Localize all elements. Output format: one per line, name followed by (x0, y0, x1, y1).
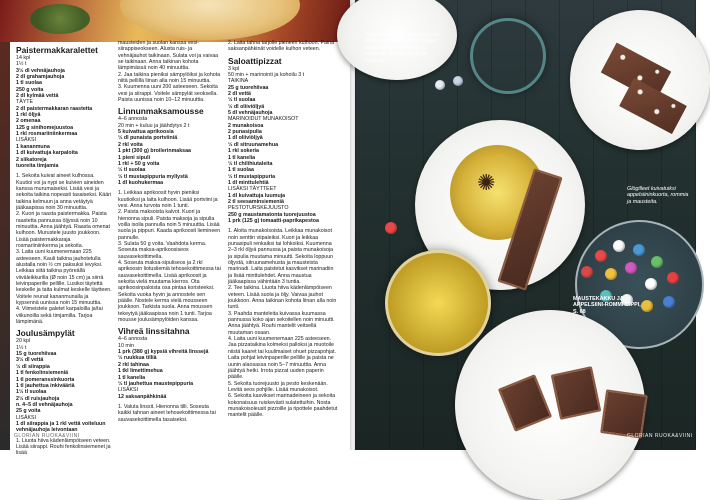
ingredient-list (16, 351, 112, 414)
ingredient: 1 dl siirappia ja 1 rkl vettä voiteluun (16, 420, 106, 427)
ingredient: ½ tl suolaa (118, 167, 146, 174)
ingredient: 1 tl suolaa (16, 80, 42, 87)
ingredient: 1 tl pomeranssinkuorta (16, 376, 75, 383)
ingredient: 1 dl kuohukermaa (118, 179, 164, 186)
recipe-column-2 (118, 40, 222, 423)
glass-bowl (470, 18, 546, 94)
ingredient-list (228, 85, 338, 117)
method-step: mausteiden ja suolan kanssa vesi-siirappiseokseen. Alusta ruis- ja vehnäjauhot taikinaan. Sulata voi ja vaivaa se taikinaan. Anna taikinan kohota lämpimässä noin 40 minuuttia. (118, 40, 219, 72)
ingredient-list (228, 212, 338, 225)
ingredient: 1 dl kuivattuja karpaloita (16, 150, 78, 157)
food-photo-right (355, 0, 696, 450)
method-step: 2. Paista maksoista kalvot. Kuori ja hienonna sipuli. Paista maksoja ja sipulia voilla isolla pannulla noin 5 minuuttia. Lisää suola ja pippuri. Kaada aprikoosit liemineen pannulle. (118, 209, 221, 241)
marble (605, 268, 617, 280)
marble (595, 250, 607, 262)
ingredient: 2 omenaa (16, 118, 41, 125)
ingredient: 5 kuivattua aprikoosia (118, 129, 174, 136)
ingredient: 1 dl kuivattuja luumuja (228, 192, 286, 199)
marble (641, 300, 653, 312)
ingredient: 1 tl kanelia (118, 374, 146, 381)
ingredient: 2 dl grahamjauhoja (16, 74, 65, 81)
photo-caption-middle: Glögilleet kuivatuiksi appelsiininkuorta, rommia ja mausteita. (627, 186, 689, 205)
candle-glass (385, 250, 491, 356)
ingredient: tuoreita timjamia (16, 162, 59, 169)
recipe-title: Joulusämpylät (16, 328, 75, 339)
ingredient: 1 dl minttulehtiä (228, 179, 269, 186)
ingredient-subheading: LISÄKSI (16, 137, 37, 144)
method-step: 2. Tee taikina. Liuota hiiva kädenlämpöiseen veteen. Lisää suola ja öljy. Vaivaa jauhot joukkoon. Anna taikinan kohota liinan alla noin tunti. (228, 285, 337, 311)
ingredient: 2 tl seesaminsiemeniä (228, 198, 284, 205)
recipe-title: Linnunmaksamousse (118, 106, 204, 117)
method-step: 1. Liuota hiiva kädenlämpöiseen veteen. Lisää siirappi. Rouhi fenkolinsiemenet ja lisää (16, 437, 111, 457)
recipe-time: 1½ t (16, 344, 27, 351)
marble (385, 222, 397, 234)
ingredient: 2 punasipulia (228, 129, 262, 136)
marble (651, 256, 663, 268)
ingredient-subheading: MARINOIDUT MUNAKOISOT (228, 116, 299, 123)
method-step: 4. Soseuta maksa-sipuliseos ja 2 rkl aprikoosin liotusliemiä tehosekoittimessa tai sauvasekoittimella. Lisää aprikoosit ja sekoita vielä muutama kierros. Ota aprikoosinpaloista osa pintaa koristeeksi. Sekoita vuoka hyvin ja annostele sen päälle. Nostele kerma vielä mousseen joukkoon. Tarkista suola. Anna moussen tekeytyä jääkaapissa noin 1 tunti. Tarjoa mousse joulusämpylöiden kanssa. (118, 260, 221, 324)
ingredient-list (16, 68, 112, 100)
page-footer-left: GLORIAN RUOKA&VIINI (14, 433, 80, 439)
recipe-time: 10 min (118, 342, 134, 349)
ingredient: 1 prk (380 g) kypsiä vihreitä linssejä (118, 349, 209, 356)
ingredient-subheading: TAIKINA (228, 78, 249, 85)
ingredient: 2 dl vettä (228, 91, 251, 98)
recipe-yield: 20 kpl (16, 338, 31, 345)
ingredient: 1 kananmuna (16, 143, 50, 150)
ingredient: 1 rkl rosmariiniinkermaa (16, 131, 78, 138)
ingredient: ½ ruukkua tilliä (118, 355, 157, 362)
recipe-column-1 (16, 42, 112, 457)
ingredient: ½ tl mustapippuria myllystä (118, 173, 188, 180)
ingredient: ½ dl oliiviöljyä (228, 103, 265, 110)
ingredient: 1 tl jauhettua inkivääriä (16, 382, 75, 389)
method-step: 1. Leikkaa aprikoosit hyvin pieniksi kuutioiksi ja laita kulhoon. Lisää portviini ja vesi. Anna turvota noin 1 tunti. (118, 190, 218, 209)
ingredient: 12 saksanpähkinää (118, 393, 167, 400)
marble (645, 278, 657, 290)
marble (435, 80, 445, 90)
ingredient-list (16, 144, 112, 169)
ingredient: ½ dl sitruunamehua (228, 141, 279, 148)
recipe-time: 50 min + marinointi ja kohoilu 3 t (228, 72, 305, 79)
ingredient-list (118, 129, 222, 186)
ingredient: 2 rkl voita (118, 141, 143, 148)
ingredient: 1 pkt (300 g) broilerinmaksaa (118, 148, 192, 155)
recipe-column-3 (228, 40, 338, 419)
photo-caption-bottom: MAUSTEKAKKU JA APPELSIINI-ROMMI-DIPPI, S. 68 (573, 296, 641, 315)
ingredient: 1 tl fenkolinsiemeniä (16, 370, 69, 377)
ingredient-subheading: LISÄKSI (16, 414, 37, 421)
recipe-time: 20 min + kuluu ja jäähdytys 2 t (118, 122, 190, 129)
marble (581, 266, 593, 278)
ingredient: 1½ tl suolaa (16, 389, 47, 396)
marble (613, 240, 625, 252)
ingredient: 1 rkl öljyä (16, 112, 41, 119)
ingredient: 15 g tuorehiivaa (16, 351, 57, 358)
ingredient: n. 4–5 dl vehnäjauhoja (16, 401, 73, 408)
ingredient-subheading: PESTOTURSKEJUUSTO (228, 205, 289, 212)
ingredient: 2 munakoisoa (228, 122, 264, 129)
greens-garnish (30, 4, 90, 34)
recipe-title: Vihreä linssitahna (118, 326, 190, 337)
ingredient: 3½ dl vehnäjauhoja (16, 67, 65, 74)
ingredient: 1 rkl + 50 g voita (118, 160, 160, 167)
recipe-yield: 4–6 annosta (118, 336, 148, 343)
marble (625, 262, 637, 274)
method-step: 2. Laita tahna tarjolle pieneen kulhoon. Paina saksanpähkinät voidelle kulhon veteen. (228, 40, 335, 53)
ingredient: 1 dl oliiviöljyä (228, 135, 263, 142)
ingredient-list (16, 421, 112, 434)
method-step: 3. Paahda manteleita kuivassa kuumassa pannussa koko ajan sekoitellen noin minuutti. Anna jäähtyä. Rouhi mantelit veitsellä muutaman osaan. (228, 310, 335, 336)
ingredient: vehnäjauhoja leivontaan (16, 427, 78, 434)
ingredient: ½ dl siirappia (16, 363, 50, 370)
spice-cake-slice (600, 389, 648, 438)
ingredient: ½ tl chilihiutaleita (228, 160, 273, 167)
ingredient: 2 dl paistermakkaran raastetta (16, 105, 93, 112)
method-step: 2. Jaa taikina pieniksi sämpylöiksi ja kohota niitä pellillä liinan alla noin 15 minuuttia. (118, 71, 221, 85)
ingredient: 2½ dl ruisjauhoja (16, 395, 60, 402)
photo-caption-top: Tutti talkoissa, suut ilaitut. Laita kaikki sekaisin. Kaikki mahtuu joulupöytään ja ystävät ja tarjoavat. Ruoka hyvää ja makeaa. (365, 32, 440, 64)
method-step: 2. Kuori ja raasta paistermakka. Paista raastetta pannussa öljyssä noin 10 minuuttia. Anna jäähtyä. Raasta omenat kulhoon. Murustele juusto joukkoon. Lisää paistermakkaraja rosmariiniinkerma ja sekoita. (16, 211, 110, 249)
ingredient-subheading: LISÄKSI TÄYTTEET (228, 186, 277, 193)
ingredient: 125 g sinihomejuustoa (16, 124, 74, 131)
marble (663, 296, 675, 308)
galette-plate (120, 0, 300, 40)
ingredient: 2 siikatoreja (16, 156, 47, 163)
ingredient-list (228, 123, 338, 186)
recipe-title: Paistermakkaralettet (16, 45, 98, 55)
method-step: 3. Kuumenna uuni 200 asteeseen. Sekoita vesi ja siirappi. Voitele sämpylät seoksella. Paista uunissa noin 10–12 minuuttia. (118, 84, 218, 104)
ingredient: 1 tkl limettimehua (118, 368, 163, 375)
food-photo-top (0, 0, 350, 42)
ingredient: ½ tl jauhettua maustepippuria (118, 380, 194, 387)
page-footer-right: GLORIAN RUOKA&VIINI 67 (627, 433, 693, 445)
ingredient: ½ tl mustapippuria (228, 173, 276, 180)
method-step: 5. Sekoita tuorejuusto ja pesto keskenään. Levitä seos pohjille. Lisää munakoisot. (228, 380, 328, 393)
ingredient: 1 tl suolaa (228, 167, 254, 174)
method-step: 1. Valuta linssit. Hienonna tilli. Soseuta kaikki tahnan aineet tehosekoittimessa tai sauvasekoittimella tasaiseksi. (118, 403, 216, 423)
marble (453, 76, 463, 86)
recipe-yield: 3 kpl (228, 65, 240, 72)
ingredient: 3½ dl vettä (16, 357, 44, 364)
ingredient: 2 rkl tahinaa (118, 361, 149, 368)
ingredient-list (118, 349, 222, 400)
method-step: 1. Aloita munakoisoista. Leikkaa munakoisot noin senttin viipaleiksi. Kuori ja leikkaa punasipuli renkaiksi tai lohkoiksi. Kuumenna 2–3 rkl öljyä pannussa ja paista munakoisoja ja sipulia muutama minuutti. Sekoita loppuun öljystä, sitruunamehusta ja mausteista marinadi. Laita paistetut kasvikset marinadiin ja lisää minttulehdet. Anna maustua jääkaapissa vähintään 3 tuntia. (228, 228, 334, 286)
marble (633, 244, 645, 256)
ingredient: 2 dl kylmää vettä (16, 93, 59, 100)
recipe-yield: 4–6 annosta (118, 116, 148, 123)
method-step: 4. Laita uuni kuumenemaan 225 asteeseen. Jaa pizzataikina kolmeksi palloksi ja muotoile niistä kaaret tai kuulimaiset ohuet pizzapohjat. Laita pohjat leivinpaperille pellille ja paista ne uunin alaosassa noin 5–7 minuuttia. Anna jäähtyä hetki. Irrota pizzat uuden paperin päälle. (228, 336, 337, 381)
method-step: 4. Viimeistele galetet karpaloilla ja/tai viikunoilla sekä timjamilla. Tarjoa lämpimänä. (16, 306, 103, 326)
ingredient: ½ tl suolaa (228, 97, 256, 104)
ingredient: 1 tl kanelia (228, 154, 256, 161)
marble (667, 272, 679, 284)
star-anise-icon: ✺ (477, 170, 496, 195)
ingredient: ½ dl punaista portviiniä (118, 135, 178, 142)
ingredient: 1 rkl sokeria (228, 148, 259, 155)
method-step: 1. Sekoita kuivat aineet kulhossa. Kuutioi voi ja nypi se kuivien aineiden kanssa murumaiseksi. Lisää vesi ja sekoita taikina nopeasti tasaiseksi. Kääri taikina kelmuun ja anna vetäytyä jääkaapissa noin 30 minuuttia. (16, 173, 112, 211)
method-step: 6. Sekoita kasvikset marinadeineen ja sekoita kokonaisuus ruiskevästi sulatettuihin. Nosta munakoisoleusit pizzoille ja ripottele paahdetut mantelit päälle. (228, 393, 338, 419)
ingredient: 250 g maustamatonta tuorejuustoa (228, 211, 316, 218)
ingredient: 250 g voita (16, 86, 44, 93)
ingredient: 1 prk (125 g) tomaatti-paprikapestoa (228, 217, 319, 224)
method-step: 3. Sulata 50 g voita. Vaahdota kerma. Soseuta maksa-aprikoosiseos sauvasekoittimella. (118, 240, 207, 260)
ingredient-subheading: LISÄKSI (118, 387, 139, 394)
recipe-time: 1½ t (16, 61, 27, 68)
recipe-title: Saloattipizzat (228, 55, 282, 66)
ingredient: 25 g voita (16, 408, 41, 415)
ingredient: 5 dl vehnäjauhoja (228, 110, 273, 117)
ingredient: 1 pieni sipuli (118, 154, 151, 161)
ingredient: 25 g tuorehiivaa (228, 84, 269, 91)
ingredient-list (228, 193, 338, 206)
ingredient-subheading: TÄYTE (16, 99, 34, 106)
recipe-yield: 14 kpl (16, 55, 31, 61)
ingredient-list (16, 106, 112, 138)
left-photo-edge (0, 42, 10, 450)
method-step: 3. Laita uuni kuumenemaan 225 asteeseen. Kauli taikina jauhotetulla alustalla noin ½ cm paksuksi levyksi. Leikkaa siitä taikina pyöreällä viiväleikkurilla (Ø noin 15 cm) ja siirrä leivinpaperille pellille. Lusikoi täytettä keskelle ja taita kulmat keskelle täytteen. Voitele reunat kananmunalla ja kypsennä uunissa noin 15 minuuttia. (16, 249, 112, 307)
